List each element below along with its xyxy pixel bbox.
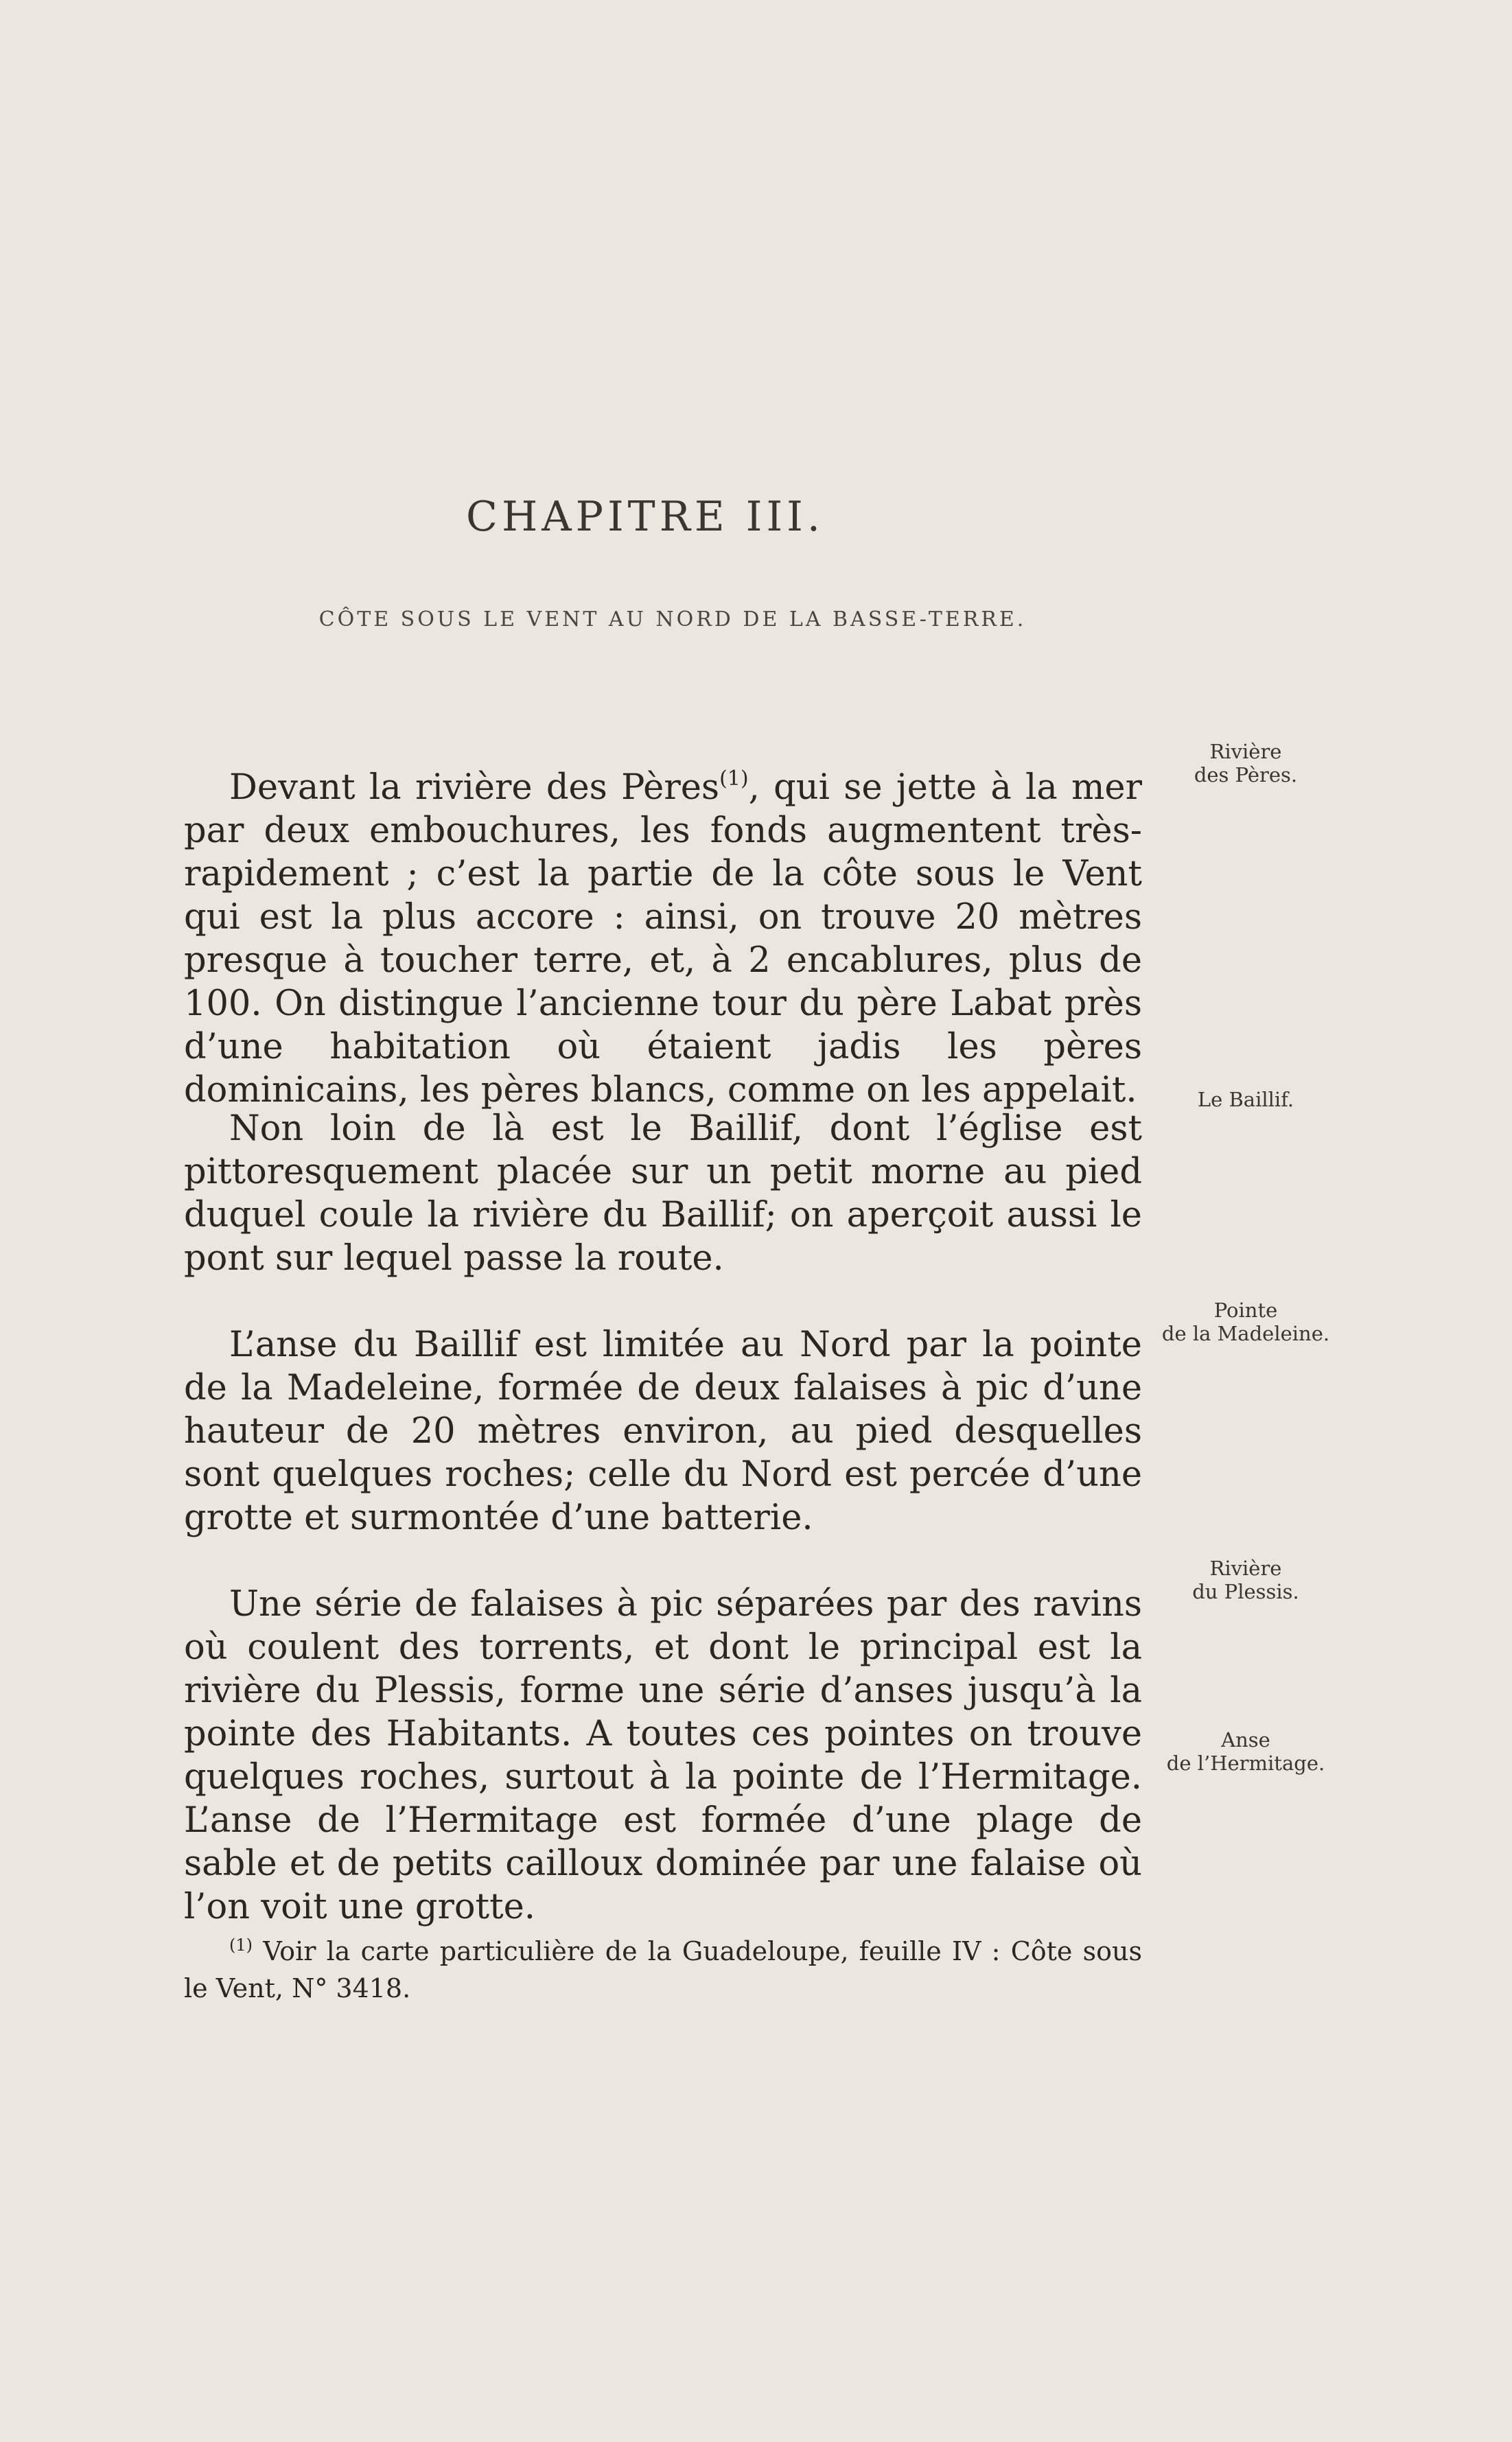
chapter-title: CHAPITRE III. — [466, 493, 824, 541]
margin-note-anse-hermitage — [1143, 1728, 1349, 1775]
margin-note-line: Rivière — [1209, 740, 1282, 763]
paragraph-text: Devant la rivière des Pères — [229, 767, 720, 808]
footnote-reference[interactable]: (1) — [719, 767, 749, 791]
paragraph-le-baillif: Non loin de là est le Baillif, dont l’église est pittoresquement placée sur un petit morne au pied duquel coule la rivière du Baillif; on aperçoit aussi le pont sur lequel passe la route. — [184, 1108, 1142, 1279]
paragraph-riviere-des-peres — [184, 766, 1142, 1112]
paragraph-text: , qui se jette à la mer par deux embouchures, les fonds augmentent très-rapidement ; c’est la partie de la côte sous le Vent qui est la plus accore : ainsi, on trouve 20 mètres presque à toucher terre, et, à 2 encablures, plus de 100. On distingue l’ancienne tour du père Labat près d’une habitation où étaient jadis les pères dominicains, les pères blancs, comme on les appelait. — [184, 767, 1142, 1110]
paragraph-pointe-madeleine: L’anse du Baillif est limitée au Nord par la pointe de la Madeleine, formée de deux falaises à pic d’une hauteur de 20 mètres environ, au pied desquelles sont quelques roches; celle du Nord est percée d’une grotte et surmontée d’une batterie. — [184, 1325, 1142, 1538]
margin-note-line: Pointe — [1213, 1299, 1278, 1322]
chapter-subtitle: CÔTE SOUS LE VENT AU NORD DE LA BASSE-TERRE. — [318, 607, 1027, 631]
margin-note-le-baillif — [1143, 1088, 1349, 1111]
margin-note-line: de la Madeleine. — [1161, 1322, 1330, 1345]
margin-note-riviere-du-plessis — [1143, 1557, 1349, 1603]
margin-note-line: Rivière — [1209, 1557, 1282, 1580]
margin-note-line: Le Baillif. — [1197, 1088, 1294, 1111]
margin-note-line: des Pères. — [1194, 763, 1298, 787]
margin-note-riviere-des-peres — [1143, 740, 1349, 787]
paragraph-riviere-du-plessis: Une série de falaises à pic séparées par des ravins où coulent des torrents, et dont le principal est la rivière du Plessis, forme une série d’anses jusqu’à la pointe des Habitants. A toutes ces pointes on trouve quelques roches, surtout à la pointe de l’Hermitage. L’anse de l’Hermitage est formée d’une plage de sable et de petits cailloux dominée par une falaise où l’on voit une grotte. — [184, 1584, 1142, 1927]
margin-note-line: du Plessis. — [1192, 1580, 1299, 1603]
footnote — [184, 1933, 1142, 2007]
margin-note-pointe-madeleine — [1143, 1299, 1349, 1345]
footnote-mark: (1) — [229, 1935, 253, 1955]
margin-note-line: de l’Hermitage. — [1166, 1752, 1325, 1775]
margin-note-line: Anse — [1221, 1728, 1270, 1752]
footnote-text: Voir la carte particulière de la Guadeloupe, feuille IV : Côte sous le Vent, N° 3418. — [184, 1936, 1142, 2003]
